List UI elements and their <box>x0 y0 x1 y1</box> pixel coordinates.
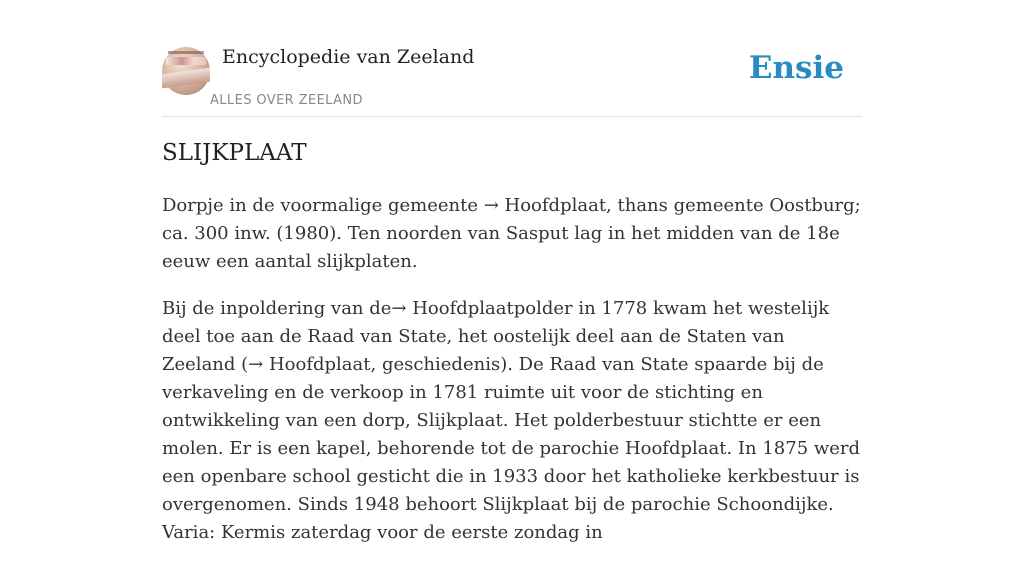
site-tagline: ALLES OVER ZEELAND <box>210 93 363 108</box>
article-paragraph: Bij de inpoldering van de→ Hoofdplaatpolder in 1778 kwam het westelijk deel toe aan de Raad van State, het oostelijk deel aan de Staten van Zeeland (→ Hoofdplaat, geschiedenis). De Raad van State spaarde bij de verkaveling en de verkoop in 1781 ruimte uit voor de stichting en ontwikkeling van een dorp, Slijkplaat. Het polderbestuur stichtte er een molen. Er is een kapel, behorende tot de parochie Hoofdplaat. In 1875 werd een openbare school gesticht die in 1933 door het katholieke kerkbestuur is overgenomen. Sinds 1948 behoort Slijkplaat bij de parochie Schoondijke. Varia: Kermis zaterdag voor de eerste zondag in <box>162 298 861 543</box>
article-body <box>162 192 862 566</box>
site-title[interactable]: Encyclopedie van Zeeland <box>222 46 475 68</box>
site-logo-icon[interactable] <box>162 47 210 95</box>
brand-logo[interactable]: Ensie <box>748 50 844 86</box>
page <box>162 0 862 543</box>
site-header <box>162 0 862 117</box>
article-title: SLIJKPLAAT <box>162 140 307 166</box>
article-paragraph: Dorpje in de voormalige gemeente → Hoofdplaat, thans gemeente Oostburg; ca. 300 inw. (1980). Ten noorden van Sasput lag in het midden van de 18e eeuw een aantal slijkplaten. <box>162 195 861 272</box>
